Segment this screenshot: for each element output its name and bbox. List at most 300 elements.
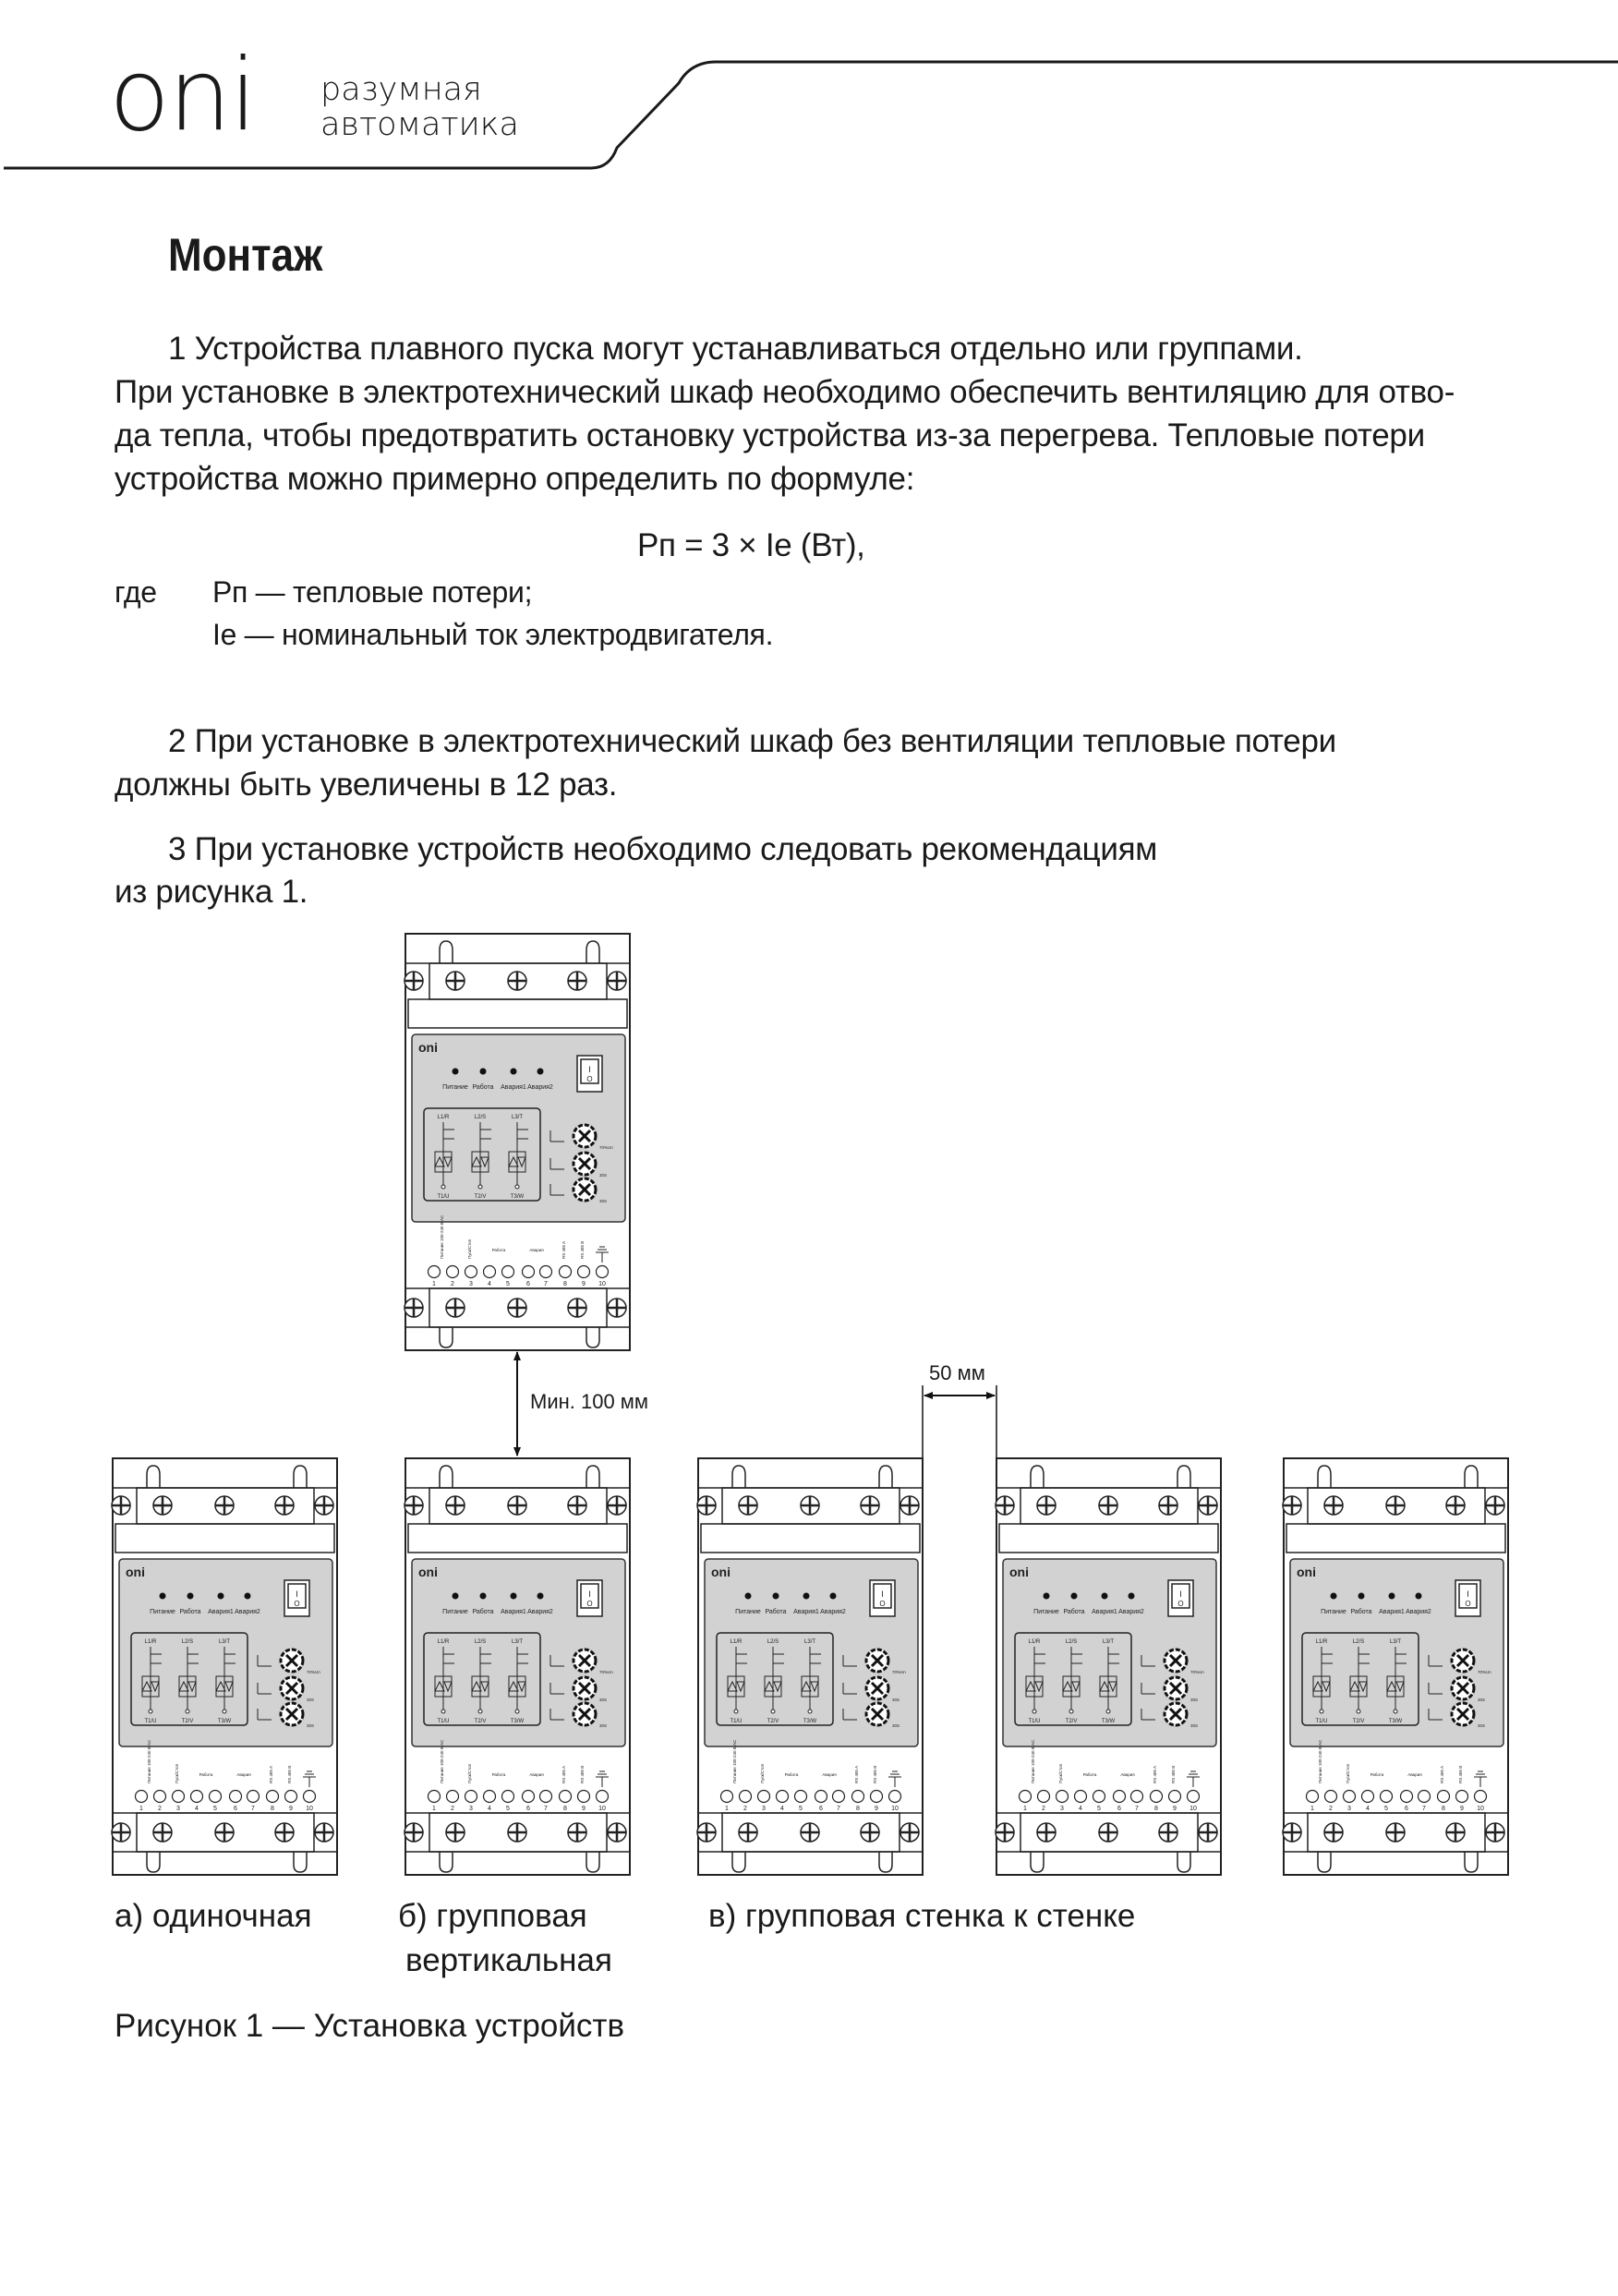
led-label: Авария2 [235,1609,260,1615]
dial-label: 30S [599,1723,608,1728]
phase-input-label: L3/T [511,1639,524,1645]
phase-output-label: T3/W [510,1194,525,1200]
screw-icon [739,1823,757,1842]
terminal-number: 1 [432,1806,436,1812]
terminal-number: 1 [139,1806,143,1812]
phase-output-label: T1/U [1315,1719,1328,1724]
phase-output-label: T2/V [474,1719,487,1724]
adjust-dial-icon [866,1703,888,1725]
terminal-label: Питание 100-240 В AC [1318,1739,1322,1783]
terminal-number: 7 [1422,1806,1426,1812]
paragraph-1-line-4: устройства можно примерно определить по формуле: [115,461,915,497]
adjust-dial-icon [1452,1649,1474,1672]
screw-icon [508,1496,526,1515]
led-label: Авария2 [1406,1609,1431,1615]
screw-icon [1099,1823,1117,1842]
control-terminal [267,1791,279,1803]
phase-input-label: L2/S [1352,1639,1365,1645]
control-terminal [1344,1791,1356,1803]
led-indicator [537,1593,544,1600]
screw-icon [1159,1496,1177,1515]
screw-icon [697,1823,716,1842]
terminal-number: 8 [1154,1806,1158,1812]
led-indicator [480,1069,487,1075]
terminal-label: RS 485 A [269,1765,273,1783]
control-terminal [429,1791,441,1803]
led-label: Авария1 [1092,1609,1117,1615]
adjust-dial-icon [866,1649,888,1672]
dial-label: 30S [1478,1723,1486,1728]
control-terminal [1419,1791,1431,1803]
terminal-label: Работа [491,1772,506,1777]
led-indicator [480,1593,487,1600]
terminal-number: 5 [799,1806,803,1812]
control-terminal [173,1791,185,1803]
led-indicator [453,1069,459,1075]
paragraph-2-line-1: 2 При установке в электротехнический шкаф без вентиляции тепловые потери [168,723,1336,759]
figure-caption: Рисунок 1 — Установка устройств [115,2008,625,2044]
led-label: Работа [765,1609,787,1615]
control-terminal [1362,1791,1374,1803]
led-label: Авария2 [1118,1609,1144,1615]
terminal-number: 10 [598,1281,606,1287]
screw-icon [801,1823,819,1842]
terminal-number: 9 [875,1806,878,1812]
screw-icon [568,1299,586,1317]
screw-icon [608,1496,626,1515]
led-indicator [830,1593,837,1600]
terminal-number: 6 [526,1281,530,1287]
screw-icon [608,972,626,990]
control-terminal [871,1791,883,1803]
led-label: Работа [472,1084,494,1091]
terminal-number: 7 [1135,1806,1139,1812]
terminal-number: 3 [469,1281,473,1287]
switch-on-mark: I [588,1065,591,1074]
screw-icon [608,1823,626,1842]
dial-label: 70%Un [307,1670,320,1674]
adjust-dial-icon [574,1178,596,1201]
terminal-number: 9 [1460,1806,1464,1812]
control-terminal [304,1791,316,1803]
caption-c: в) групповая стенка к стенке [708,1898,1136,1934]
control-terminal [758,1791,770,1803]
screw-icon [446,1496,465,1515]
led-label: Авария1 [793,1609,819,1615]
control-terminal [1075,1791,1087,1803]
screw-icon [404,1299,423,1317]
terminal-number: 7 [544,1806,548,1812]
phase-input-label: L1/R [1028,1639,1041,1645]
terminal-label: Работа [1370,1772,1384,1777]
screw-icon [1386,1823,1405,1842]
control-terminal [1020,1791,1032,1803]
terminal-number: 4 [1079,1806,1082,1812]
terminal-label: Пуск/Стоп [175,1763,179,1783]
terminal-number: 10 [1189,1806,1197,1812]
terminal-number: 1 [432,1281,436,1287]
terminal-number: 1 [1310,1806,1314,1812]
screw-icon [996,1823,1014,1842]
phase-output-label: T3/W [510,1719,525,1724]
terminal-label: Работа [199,1772,213,1777]
soft-starter-device [697,1458,923,1875]
phase-output-label: T2/V [1065,1719,1078,1724]
led-label: Питание [1033,1609,1059,1615]
led-label: Питание [442,1084,468,1091]
terminal-number: 5 [1384,1806,1388,1812]
screw-icon [1324,1496,1343,1515]
screw-icon [861,1823,879,1842]
switch-on-mark: I [881,1589,884,1599]
phase-input-label: L2/S [181,1639,194,1645]
brand-logo: oni [109,38,256,153]
caption-b-1: б) групповая [398,1898,587,1934]
dial-label: 70%Un [1478,1670,1491,1674]
terminal-label: RS 485 A [561,1240,566,1259]
control-terminal [852,1791,864,1803]
terminal-label: Авария [529,1772,544,1777]
led-indicator [187,1593,194,1600]
dial-label: 70%Un [599,1145,613,1150]
screw-icon [1446,1823,1465,1842]
screw-icon [153,1496,172,1515]
terminal-label: RS 485 B [287,1765,292,1783]
phase-input-label: L1/R [437,1639,450,1645]
control-terminal [540,1266,552,1278]
screw-icon [1283,1496,1301,1515]
terminal-number: 6 [526,1806,530,1812]
control-terminal [540,1791,552,1803]
screw-icon [568,972,586,990]
screw-icon [801,1496,819,1515]
led-indicator [453,1593,459,1600]
terminal-number: 9 [582,1806,586,1812]
phase-input-label: L2/S [1065,1639,1078,1645]
phase-output-label: T2/V [474,1194,487,1200]
led-label: Работа [179,1609,201,1615]
screw-icon [1283,1823,1301,1842]
dial-label: 30S [599,1199,608,1203]
phase-input-label: L1/R [144,1639,157,1645]
terminal-number: 8 [1442,1806,1445,1812]
terminal-number: 6 [819,1806,823,1812]
led-label: Работа [472,1609,494,1615]
screw-icon [568,1823,586,1842]
dial-label: 30S [599,1698,608,1702]
terminal-number: 6 [234,1806,237,1812]
led-indicator [1102,1593,1108,1600]
screw-icon [153,1823,172,1842]
control-terminal [1038,1791,1050,1803]
soft-starter-device [996,1458,1221,1875]
terminal-number: 3 [176,1806,180,1812]
screw-icon [900,1496,919,1515]
terminal-label: RS 485 B [1171,1765,1176,1783]
device-logo: oni [418,1040,438,1055]
control-terminal [560,1791,572,1803]
section-title: Монтаж [168,229,323,281]
led-label: Авария2 [527,1609,553,1615]
screw-icon [275,1823,294,1842]
screw-icon [404,972,423,990]
phase-input-label: L3/T [218,1639,231,1645]
control-terminal [465,1266,477,1278]
switch-on-mark: I [296,1589,298,1599]
screw-icon [739,1496,757,1515]
phase-output-label: T3/W [803,1719,817,1724]
terminal-number: 8 [563,1281,567,1287]
terminal-label: Пуск/Стоп [467,1763,472,1783]
screw-icon [446,972,465,990]
led-label: Авария1 [1379,1609,1405,1615]
brand-tagline-2: автоматика [320,106,519,143]
led-indicator [1358,1593,1365,1600]
control-terminal [1401,1791,1413,1803]
terminal-label: Питание 100-240 В AC [440,1739,444,1783]
dial-label: 30S [1190,1723,1199,1728]
paragraph-3-line-2: из рисунка 1. [115,874,308,910]
led-indicator [218,1593,224,1600]
switch-on-mark: I [1467,1589,1469,1599]
control-terminal [1151,1791,1163,1803]
screw-icon [508,1823,526,1842]
led-label: Питание [150,1609,175,1615]
terminal-number: 8 [563,1806,567,1812]
led-indicator [511,1593,517,1600]
terminal-number: 9 [582,1281,586,1287]
led-indicator [803,1593,810,1600]
led-label: Авария1 [208,1609,234,1615]
screw-icon [275,1496,294,1515]
min-distance-label: Мин. 100 мм [530,1390,649,1413]
terminal-number: 4 [488,1281,491,1287]
phase-input-label: L1/R [730,1639,743,1645]
screw-icon [697,1496,716,1515]
control-terminal [285,1791,297,1803]
terminal-label: Питание 100-240 В AC [1031,1739,1035,1783]
terminal-number: 10 [598,1806,606,1812]
control-terminal [191,1791,203,1803]
terminal-label: RS 485 B [580,1765,585,1783]
terminal-number: 2 [451,1281,454,1287]
switch-on-mark: I [588,1589,591,1599]
paragraph-1-line-1: 1 Устройства плавного пуска могут устанавливаться отдельно или группами. [168,331,1303,367]
control-terminal [502,1266,514,1278]
terminal-number: 8 [271,1806,274,1812]
phase-output-label: T1/U [437,1719,450,1724]
led-indicator [773,1593,779,1600]
screw-icon [1324,1823,1343,1842]
control-terminal [1114,1791,1126,1803]
phase-input-label: L1/R [437,1115,450,1120]
led-indicator [1331,1593,1337,1600]
caption-a: а) одиночная [115,1898,312,1934]
phase-input-label: L2/S [767,1639,779,1645]
control-terminal [1093,1791,1105,1803]
gap-dimension [923,1385,996,1458]
soft-starter-device [404,1458,630,1875]
control-terminal [597,1266,609,1278]
dial-label: 30S [599,1173,608,1178]
terminal-number: 7 [251,1806,255,1812]
terminal-label: Пуск/Стоп [1058,1763,1063,1783]
device-logo: oni [1297,1565,1316,1579]
terminal-number: 7 [837,1806,840,1812]
control-terminal [777,1791,789,1803]
terminal-label: Авария [1407,1772,1422,1777]
control-terminal [465,1791,477,1803]
control-terminal [502,1791,514,1803]
screw-icon [608,1299,626,1317]
where-label: где [115,575,157,609]
control-terminal [1475,1791,1487,1803]
screw-icon [861,1496,879,1515]
adjust-dial-icon [574,1125,596,1147]
phase-output-label: T2/V [181,1719,194,1724]
screw-icon [446,1299,465,1317]
terminal-number: 3 [1060,1806,1064,1812]
terminal-number: 5 [213,1806,217,1812]
led-indicator [245,1593,251,1600]
terminal-label: Авария [822,1772,837,1777]
screw-icon [215,1496,234,1515]
terminal-number: 6 [1117,1806,1121,1812]
control-terminal [795,1791,807,1803]
device-logo: oni [1009,1565,1029,1579]
led-label: Авария1 [501,1609,526,1615]
switch-off-mark: O [586,1075,593,1083]
control-terminal [815,1791,827,1803]
adjust-dial-icon [574,1703,596,1725]
dial-label: 30S [307,1723,315,1728]
terminal-label: Авария [529,1248,544,1252]
dial-label: 70%Un [892,1670,906,1674]
terminal-number: 10 [891,1806,899,1812]
control-terminal [210,1791,222,1803]
terminal-number: 3 [469,1806,473,1812]
screw-icon [1386,1496,1405,1515]
screw-icon [112,1823,130,1842]
led-label: Работа [1063,1609,1085,1615]
adjust-dial-icon [574,1153,596,1175]
control-terminal [1325,1791,1337,1803]
led-label: Питание [442,1609,468,1615]
terminal-number: 5 [506,1806,510,1812]
caption-b-2: вертикальная [405,1942,612,1978]
terminal-label: Работа [1082,1772,1097,1777]
screw-icon [1199,1496,1217,1515]
phase-output-label: T3/W [217,1719,232,1724]
terminal-label: RS 485 A [1440,1765,1444,1783]
led-label: Авария2 [527,1084,553,1091]
terminal-number: 2 [451,1806,454,1812]
terminal-number: 2 [1329,1806,1333,1812]
definition-ie: Iе — номинальный ток электродвигателя. [212,618,774,651]
gap-label: 50 мм [929,1361,985,1384]
terminal-label: Питание 100-240 В AC [440,1214,444,1259]
control-terminal [154,1791,166,1803]
control-terminal [889,1791,901,1803]
control-terminal [578,1266,590,1278]
phase-output-label: T2/V [767,1719,779,1724]
phase-input-label: L3/T [1389,1639,1402,1645]
screw-icon [1037,1496,1056,1515]
terminal-label: Авария [1120,1772,1135,1777]
screw-icon [1099,1496,1117,1515]
soft-starter-device [1283,1458,1508,1875]
dial-label: 30S [1478,1698,1486,1702]
control-terminal [721,1791,733,1803]
adjust-dial-icon [1165,1703,1187,1725]
phase-output-label: T2/V [1352,1719,1365,1724]
switch-on-mark: I [1179,1589,1182,1599]
phase-input-label: L2/S [474,1115,487,1120]
led-label: Питание [1321,1609,1346,1615]
control-terminal [1057,1791,1069,1803]
adjust-dial-icon [1165,1649,1187,1672]
paragraph-1-line-3: да тепла, чтобы предотвратить остановку устройства из-за перегрева. Тепловые потери [115,417,1425,453]
screw-icon [900,1823,919,1842]
switch-off-mark: O [586,1600,593,1608]
switch-off-mark: O [1465,1600,1471,1608]
terminal-label: Работа [784,1772,799,1777]
control-terminal [230,1791,242,1803]
terminal-number: 5 [1097,1806,1101,1812]
control-terminal [833,1791,845,1803]
terminal-label: Пуск/Стоп [760,1763,765,1783]
dial-label: 30S [892,1698,900,1702]
led-label: Питание [735,1609,761,1615]
soft-starter-device [404,934,630,1350]
phase-output-label: T3/W [1388,1719,1403,1724]
control-terminal [447,1791,459,1803]
terminal-number: 4 [488,1806,491,1812]
terminal-number: 4 [1366,1806,1370,1812]
terminal-label: Питание 100-240 В AC [732,1739,737,1783]
adjust-dial-icon [1165,1677,1187,1699]
phase-output-label: T1/U [437,1194,450,1200]
control-terminal [740,1791,752,1803]
terminal-number: 4 [780,1806,784,1812]
adjust-dial-icon [281,1703,303,1725]
led-indicator [1071,1593,1078,1600]
terminal-label: Пуск/Стоп [467,1239,472,1259]
terminal-number: 1 [725,1806,729,1812]
terminal-number: 2 [1042,1806,1045,1812]
dial-label: 70%Un [599,1670,613,1674]
control-terminal [1307,1791,1319,1803]
screw-icon [996,1496,1014,1515]
adjust-dial-icon [1452,1703,1474,1725]
terminal-label: RS 485 A [1153,1765,1157,1783]
control-terminal [1456,1791,1468,1803]
terminal-label: RS 485 B [580,1240,585,1259]
phase-input-label: L3/T [1102,1639,1115,1645]
paragraph-3-line-1: 3 При установке устройств необходимо следовать рекомендациям [168,831,1158,867]
paragraph-2-line-2: должны быть увеличены в 12 раз. [115,767,618,803]
terminal-label: RS 485 B [1458,1765,1463,1783]
terminal-number: 9 [1173,1806,1177,1812]
control-terminal [1188,1791,1200,1803]
terminal-number: 6 [1405,1806,1408,1812]
screw-icon [404,1496,423,1515]
control-terminal [1381,1791,1393,1803]
screw-icon [315,1823,333,1842]
screw-icon [446,1823,465,1842]
led-indicator [1129,1593,1135,1600]
control-terminal [248,1791,260,1803]
